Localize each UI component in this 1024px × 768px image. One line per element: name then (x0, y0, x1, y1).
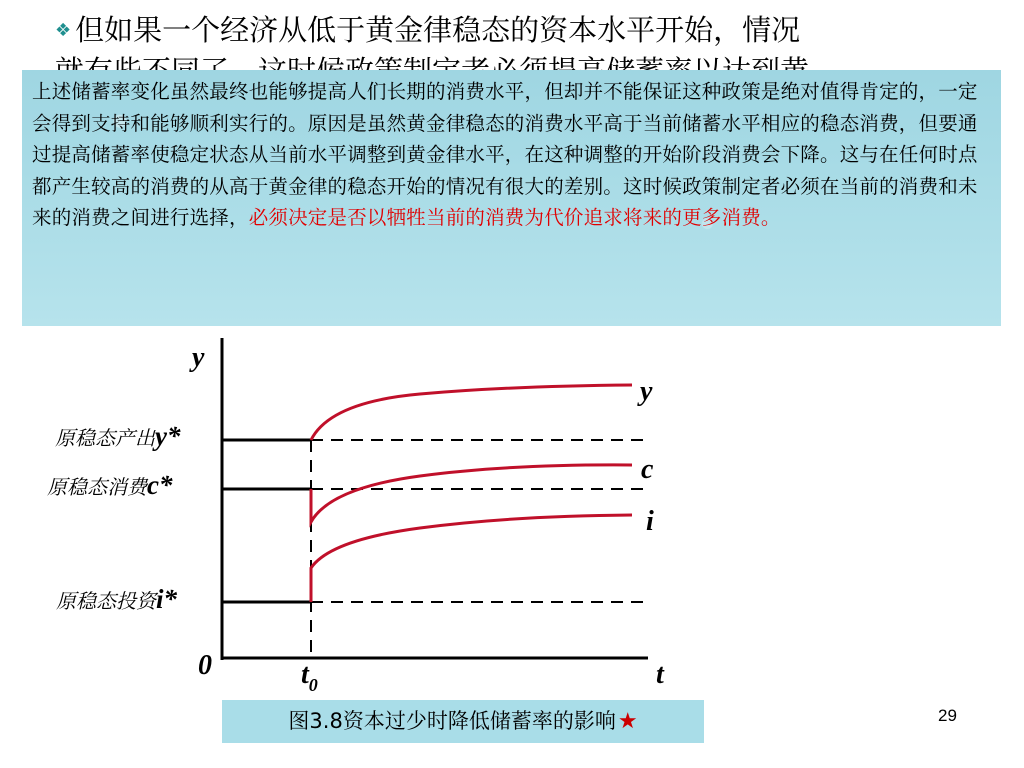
x-axis-label: t (656, 659, 664, 690)
caption-text: 图3.8资本过少时降低储蓄率的影响 (288, 709, 616, 733)
output-label-text: 原稳态产出 (55, 426, 155, 450)
bullet-line-1: 但如果一个经济从低于黄金律稳态的资本水平开始，情况 (75, 13, 801, 47)
diamond-bullet-icon: ❖ (55, 20, 72, 41)
star-icon: ★ (617, 709, 638, 734)
investment-label-text: 原稳态投资 (56, 589, 156, 613)
callout-text: 上述储蓄率变化虽然最终也能够提高人们长期的消费水平，但却并不能保证这种政策是绝对值得肯定的，一定会得到支持和能够顺利实行的。原因是虽然黄金律稳态的消费水平高于当前储蓄水平相应的稳态消费，但要通过提高储蓄率使稳定状态从当前水平调整到黄金律水平，在这种调整的开始阶段消费会下降。这与在任何时点都产生较高的消费的从高于黄金律的稳态开始的情况有很大的差别。这时候政策制定者必须在当前的消费和未来的消费之间进行选择， (32, 80, 978, 229)
output-curve (311, 385, 632, 440)
investment-curve (311, 515, 632, 602)
callout-highlight-text: 必须决定是否以牺牲当前的消费为代价追求将来的更多消费。 (248, 206, 781, 229)
consumption-label-text: 原稳态消费 (47, 475, 147, 499)
investment-label (56, 584, 178, 614)
origin-label: 0 (198, 650, 212, 681)
curve-label-c: c (641, 454, 654, 485)
curve-label-y: y (640, 376, 653, 407)
consumption-curve (311, 465, 632, 522)
curve-label-i: i (646, 506, 654, 537)
output-label (55, 421, 181, 451)
output-symbol: y* (155, 421, 181, 451)
figure-caption (222, 700, 704, 743)
t0-label (301, 659, 318, 695)
y-axis-label: y (192, 342, 205, 373)
investment-symbol: i* (156, 584, 178, 614)
page-number: 29 (938, 706, 957, 725)
t0-main: t (301, 659, 309, 690)
consumption-label (47, 470, 173, 500)
t0-subscript: 0 (308, 675, 318, 695)
consumption-symbol: c* (147, 470, 173, 500)
